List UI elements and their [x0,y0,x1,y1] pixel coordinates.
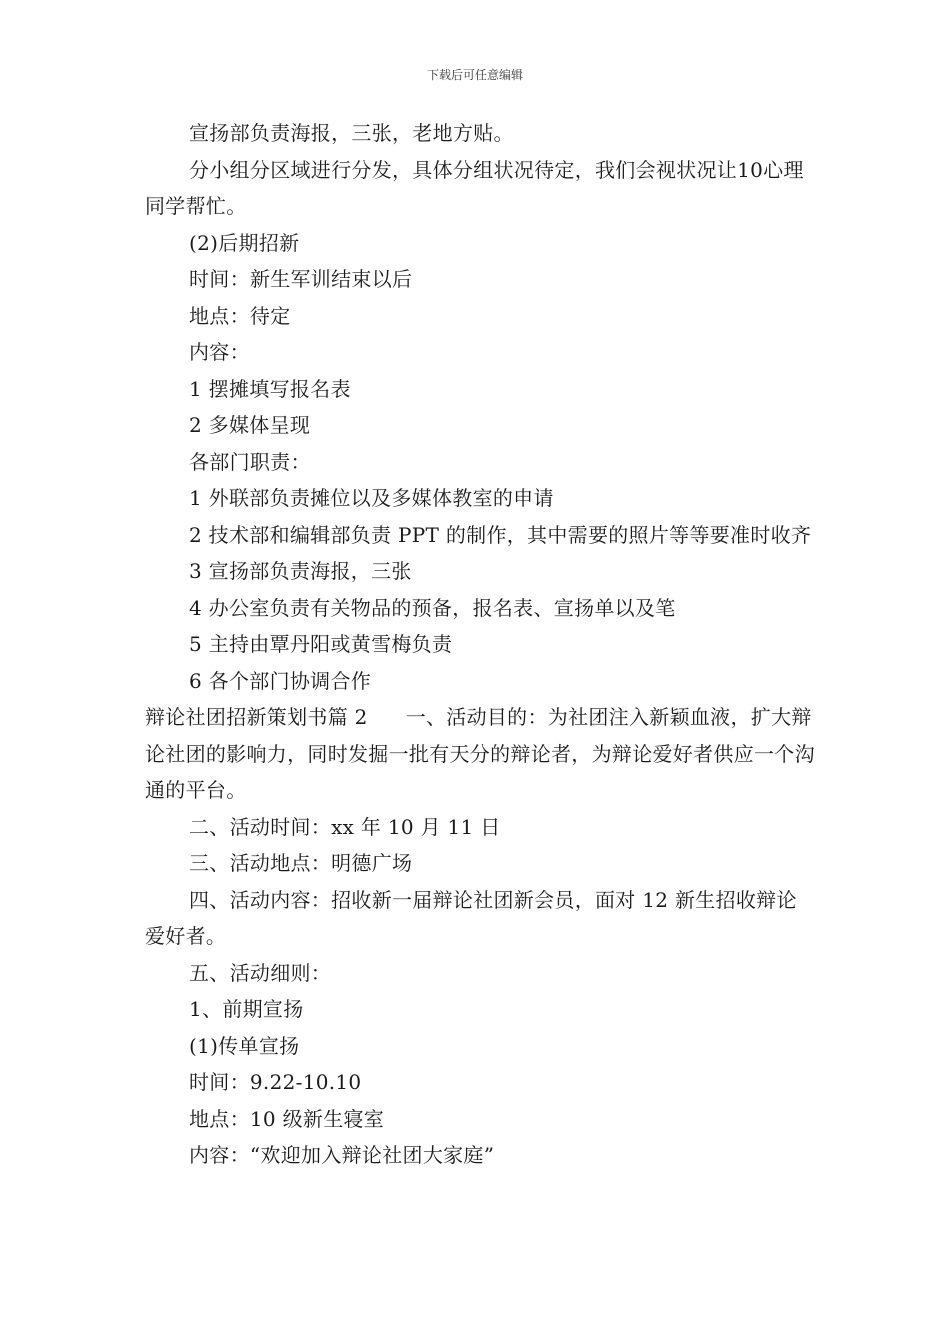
paragraph: (1)传单宣扬 [189,1033,300,1058]
page-header: 下载后可任意编辑 [426,68,523,82]
paragraph: 2 多媒体呈现 [189,413,311,437]
paragraph: 1 摆摊填写报名表 [189,376,351,401]
paragraph: 内容：“欢迎加入辩论社团大家庭” [189,1143,495,1167]
paragraph: 6 各个部门协调合作 [189,668,372,693]
section-heading-paragraph [145,699,815,809]
paragraph: 2 技术部和编辑部负责 PPT 的制作，其中需要的照片等等要准时收齐 [189,522,812,547]
paragraph: 各部门职责： [189,449,311,474]
paragraph-text: 一、活动目的：为社团注入新颖血液，扩大辩论社团的影响力，同时发掘一批有天分的辩论者，为辩论爱好者供应一个沟通的平台。 [145,705,815,802]
paragraph: 1、前期宣扬 [189,997,304,1021]
document-body [145,115,815,1174]
paragraph: 1 外联部负责摊位以及多媒体教室的申请 [189,486,554,510]
paragraph: 时间：新生军训结束以后 [189,267,413,291]
paragraph: 宣扬部负责海报，三张，老地方贴。 [189,121,514,145]
paragraph: 五、活动细则： [189,960,332,985]
paragraph: (2)后期招新 [189,230,300,255]
paragraph: 分小组分区域进行分发，具体分组状况待定，我们会视状况让10心理同学帮忙。 [145,157,804,218]
paragraph: 地点：待定 [189,303,291,328]
paragraph: 二、活动时间：xx 年 10 月 11 日 [189,814,501,839]
paragraph: 四、活动内容：招收新一届辩论社团新会员，面对 12 新生招收辩论爱好者。 [145,887,797,948]
paragraph: 4 办公室负责有关物品的预备，报名表、宣扬单以及笔 [189,595,676,620]
paragraph: 5 主持由覃丹阳或黄雪梅负责 [189,632,453,656]
paragraph: 内容： [189,340,250,364]
paragraph: 地点：10 级新生寝室 [189,1106,385,1131]
section-title: 辩论社团招新策划书篇 2 [145,705,368,729]
paragraph: 3 宣扬部负责海报，三张 [189,559,412,583]
paragraph: 三、活动地点：明德广场 [189,851,413,875]
paragraph: 时间：9.22-10.10 [189,1070,362,1094]
